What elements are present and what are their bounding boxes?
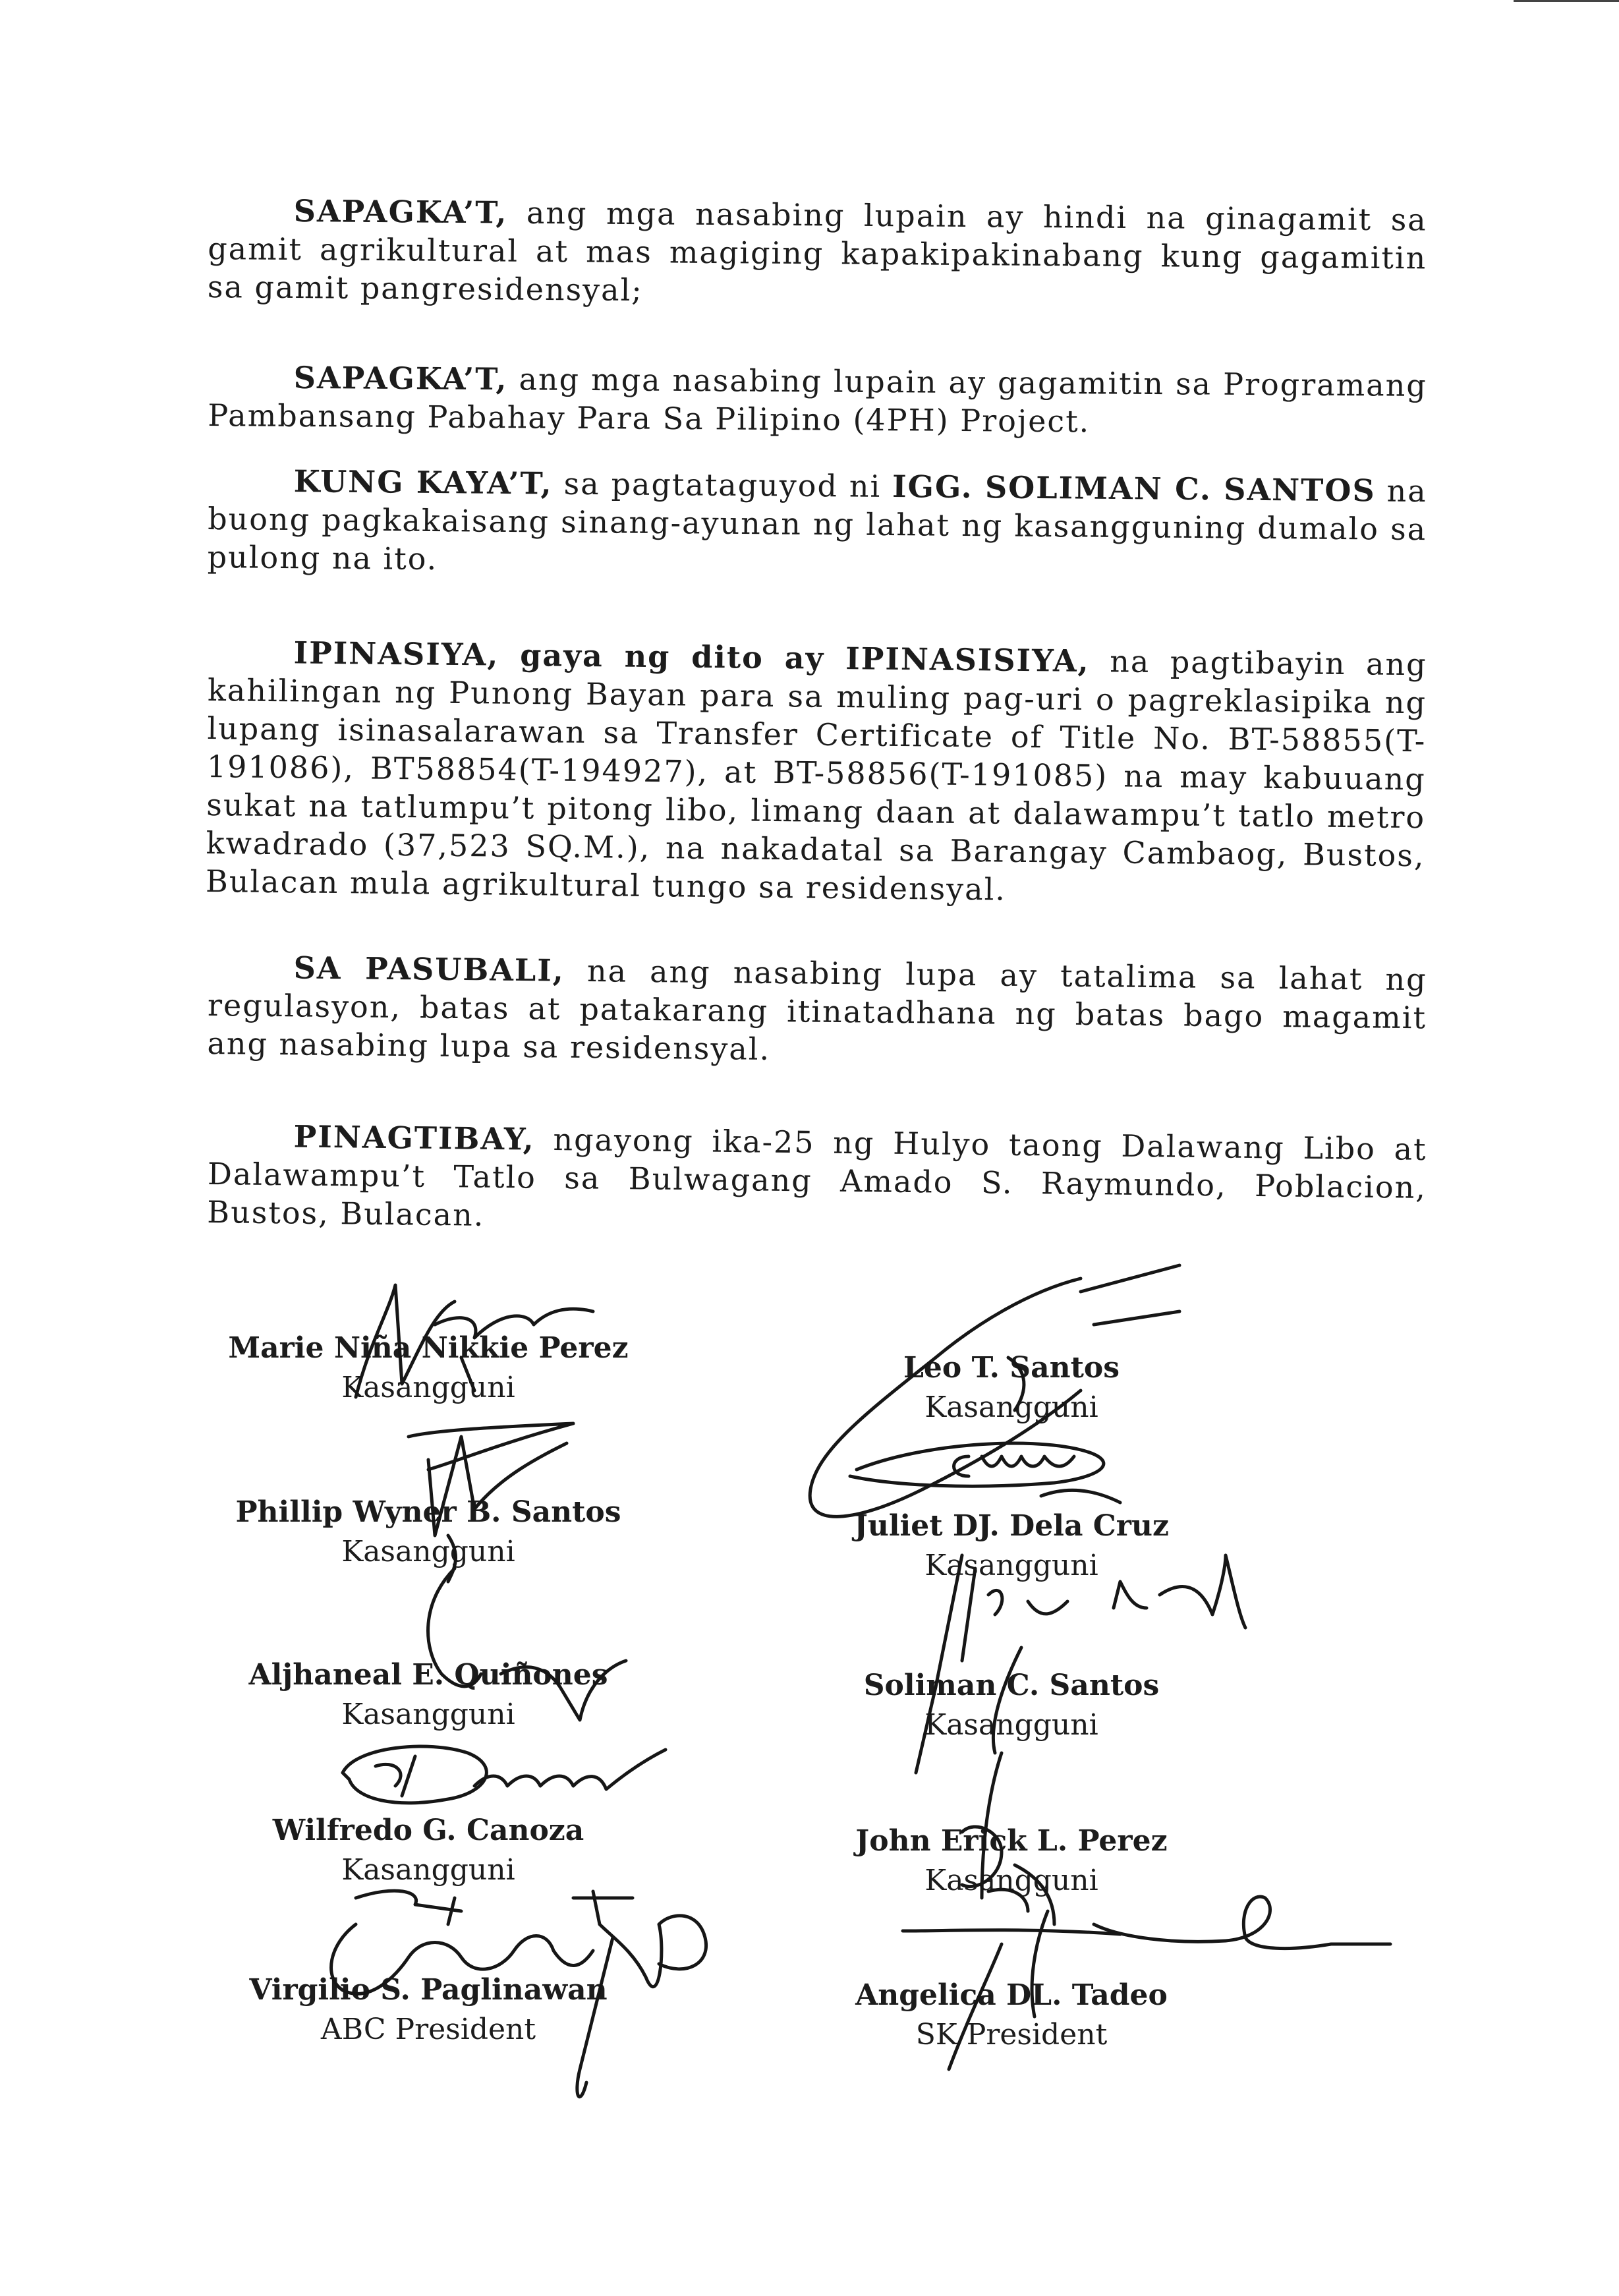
signature-stroke [409, 1423, 573, 1470]
signatory-role: Kasangguni [924, 1864, 1098, 1897]
signatory-name: Leo T. Santos [903, 1351, 1120, 1385]
signatory-name: John Erick L. Perez [855, 1824, 1168, 1858]
signature-stroke [988, 1590, 1067, 1615]
clause-lead: SAPAGKA’T, [293, 359, 508, 397]
signature-stroke [376, 1756, 415, 1796]
signature-stroke [343, 1746, 486, 1803]
signatory-name: Phillip Wyner B. Santos [235, 1495, 621, 1529]
signatory-name: Aljhaneal E. Quiñones [248, 1658, 608, 1692]
signatory-virgilio-s-paglinawan [178, 1970, 679, 2050]
clause-body: sa pagtataguyod ni [563, 465, 882, 504]
signature-stroke [954, 1456, 1075, 1476]
signatory-role: Kasangguni [924, 1708, 1098, 1742]
signatory-role: Kasangguni [341, 1371, 515, 1404]
signatory-role: Kasangguni [924, 1391, 1098, 1424]
signatory-john-erick-l-perez [761, 1822, 1262, 1901]
clause-pinagtibay [207, 1116, 1427, 1245]
signature-stroke [1094, 1897, 1390, 1949]
signatory-wilfredo-g-canoza [178, 1811, 679, 1890]
clause-lead: PINAGTIBAY, [293, 1118, 536, 1157]
signatory-name: Juliet DJ. Dela Cruz [854, 1509, 1169, 1543]
signatory-marie-nina-nikkie-perez [178, 1329, 679, 1408]
clause-kung-kayat [207, 461, 1427, 587]
clause-lead: KUNG KAYA’T, [293, 463, 553, 502]
signature-stroke [1041, 1490, 1120, 1503]
clause-body: ang mga nasabing lupain ay hindi na ginagamit sa gamit agrikultural at mas magiging kapakipakinabang kung gagamitin sa gamit pangresidensyal; [207, 194, 1427, 308]
signature-stroke [903, 1930, 1120, 1934]
signatory-role: ABC President [320, 2013, 536, 2046]
signatory-juliet-dj-dela-cruz [761, 1507, 1262, 1586]
clause-lead: IPINASIYA, gaya ng dito ay IPINASISIYA, [293, 635, 1090, 679]
signatory-name: Virgilio S. Paglinawan [249, 1973, 608, 2007]
signatory-aljhaneal-e-quinones [178, 1655, 679, 1735]
clause-sapagkat-1 [208, 191, 1427, 316]
signatory-role: SK President [915, 2018, 1108, 2052]
clause-lead: SAPAGKA’T, [293, 193, 508, 231]
clause-body: na ang nasabing lupa ay tatalima sa lahat ng regulasyon, batas at patakarang itinatadhana ng batas bago magamit ang nasabing lupa sa residensyal. [207, 953, 1427, 1067]
signature-stroke [356, 1891, 461, 1924]
signatory-phillip-wyner-b-santos [178, 1493, 679, 1572]
clause-sapagkat-2 [208, 358, 1427, 443]
signatory-role: Kasangguni [341, 1853, 515, 1887]
clause-ipinasiya [206, 633, 1427, 913]
clause-body: ngayong ika-25 ng Hulyo taong Dalawang Libo at Dalawampu’t Tatlo sa Bulwagang Amado S. Raymundo, Poblacion, Bustos, Bulacan. [207, 1121, 1427, 1233]
signature-stroke [474, 1750, 666, 1789]
clause-body: na buong pagkakaisang sinang-ayunan ng lahat ng kasangguning dumalo sa pulong na ito. [207, 473, 1427, 577]
signatory-name: Angelica DL. Tadeo [855, 1978, 1168, 2012]
signatory-name: Marie Niña Nikkie Perez [228, 1331, 629, 1365]
signatory-role: Kasangguni [924, 1549, 1098, 1582]
signatory-leo-t-santos [761, 1348, 1262, 1427]
signatory-name: Soliman C. Santos [863, 1669, 1160, 1702]
signatory-role: Kasangguni [341, 1535, 515, 1568]
signature-stroke [1081, 1265, 1179, 1325]
sponsor-name: IGG. SOLIMAN C. SANTOS [892, 469, 1376, 509]
signatory-name: Wilfredo G. Canoza [272, 1814, 584, 1847]
signatory-angelica-dl-tadeo [761, 1976, 1262, 2055]
signatory-soliman-c-santos [761, 1666, 1262, 1745]
clause-body: ang mga nasabing lupain ay gagamitin sa Programang Pambansang Pabahay Para Sa Pilipino (4PH) Project. [208, 361, 1427, 440]
clause-body: na pagtibayin ang kahilingan ng Punong Bayan para sa muling pag-uri o pagreklasipika ng lupang isinasalarawan sa Transfer Certificate of Title No. BT-58855(T-191086), BT58854(T-194927), at BT-58856(T-191085) na may kabuuang sukat na tatlumpu’t pitong libo, limang daan at dalawampu’t tatlo metro kwadrado (37,523 SQ.M.), na nakadatal sa Barangay Cambaog, Bustos, Bulacan mula agrikultural tungo sa residensyal. [205, 643, 1427, 907]
scan-edge-mark [1514, 0, 1619, 2]
signatory-role: Kasangguni [341, 1698, 515, 1731]
signature-stroke [850, 1443, 1104, 1486]
clause-lead: SA PASUBALI, [293, 950, 565, 989]
clause-sa-pasubali [207, 948, 1427, 1075]
